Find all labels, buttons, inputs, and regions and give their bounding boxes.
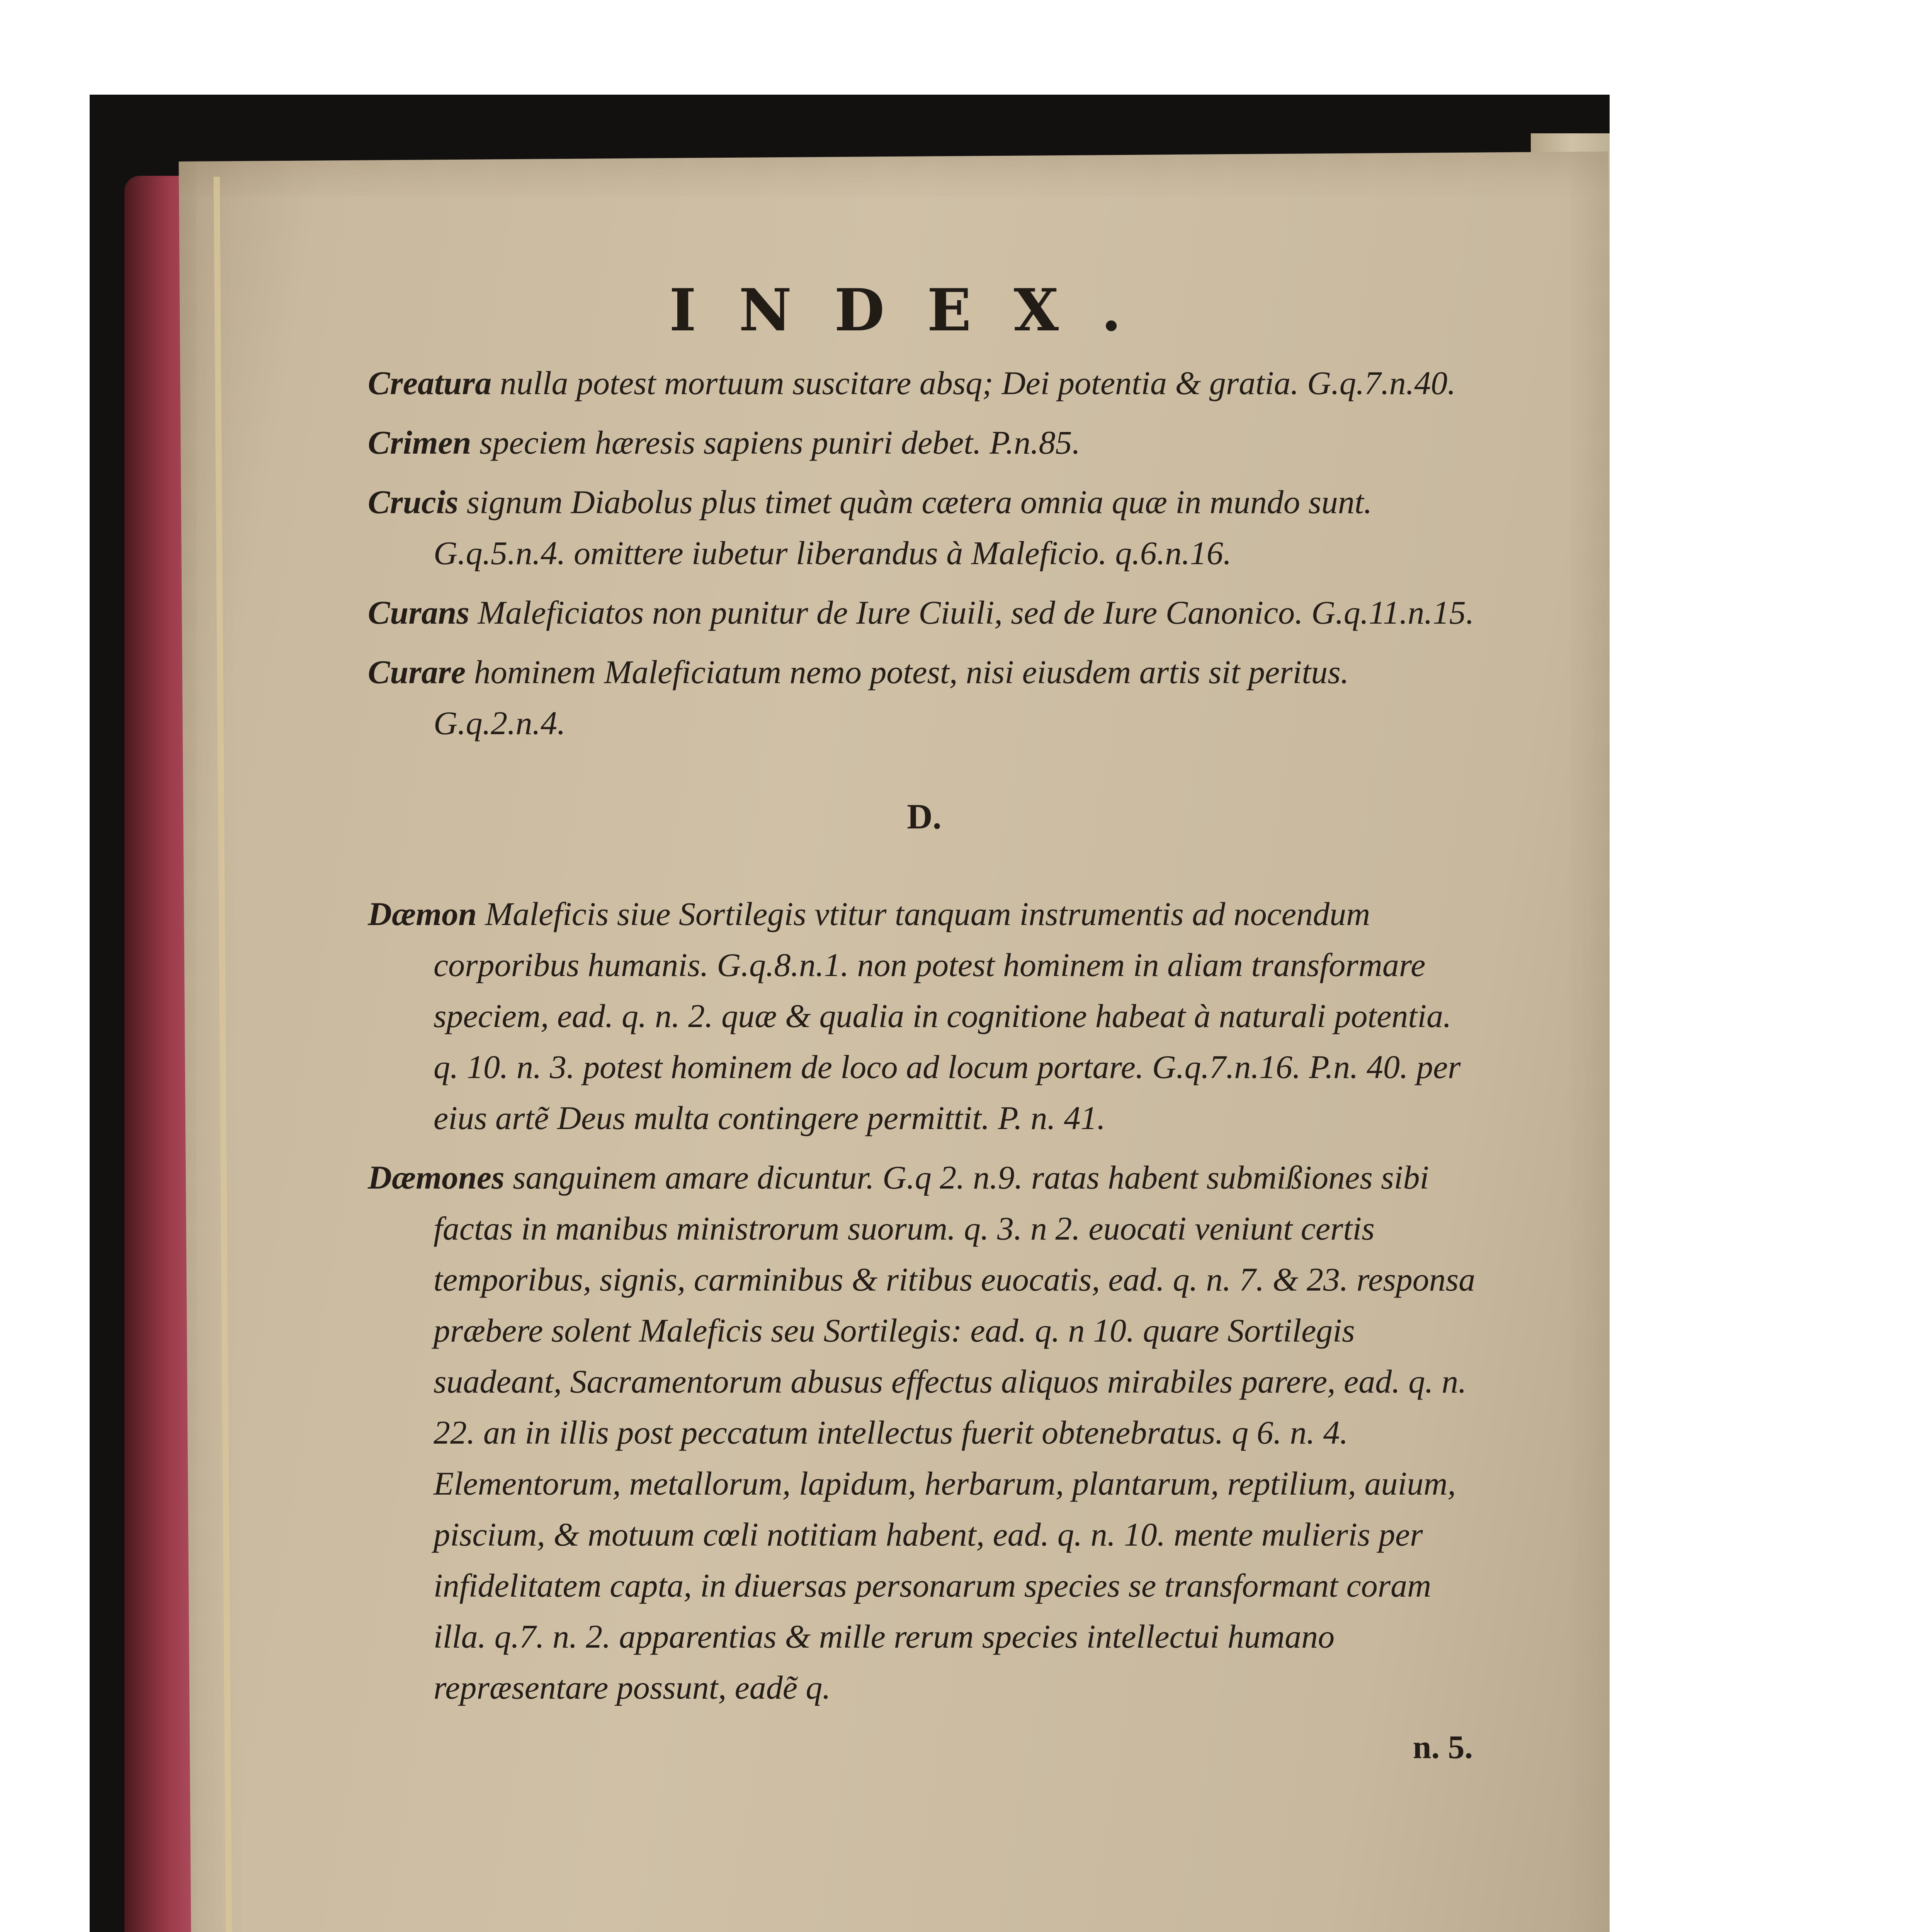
scan-photo <box>90 95 1610 1932</box>
entry-lemma: Curans <box>368 594 469 631</box>
index-text-block <box>368 357 1481 1772</box>
index-entry <box>368 357 1481 408</box>
entry-lemma: Crimen <box>368 424 471 461</box>
index-entry <box>368 476 1481 578</box>
entry-lemma: Crucis <box>368 483 459 520</box>
index-entry <box>368 888 1481 1143</box>
index-entry <box>368 587 1481 638</box>
page-gutter <box>214 177 235 1932</box>
entry-lemma: Dæmones <box>368 1159 505 1196</box>
index-entry <box>368 1152 1481 1713</box>
catchword: n. 5. <box>1413 1728 1473 1765</box>
entry-lemma: Dæmon <box>368 895 477 932</box>
entry-text: Maleficis siue Sortilegis vtitur tanquam instrumentis ad nocendum corporibus humanis. G.q.8.n.1. non potest hominem in aliam transformare speciem, ead. q. n. 2. quæ & qualia in cognitione habeat à naturali potentia. q. 10. n. 3. potest hominem de loco ad locum portare. G.q.7.n.16. P.n. 40. per eius artẽ Deus multa contingere permittit. P. n. 41. <box>434 895 1461 1136</box>
index-entry <box>368 646 1481 748</box>
entry-text: signum Diabolus plus timet quàm cætera omnia quæ in mundo sunt. G.q.5.n.4. omittere iubetur liberandus à Maleficio. q.6.n.16. <box>434 483 1372 571</box>
entry-lemma: Curare <box>368 653 466 690</box>
entry-text: sanguinem amare dicuntur. G.q 2. n.9. ratas habent submißiones sibi factas in manibus ministrorum suorum. q. 3. n 2. euocati veniunt certis temporibus, signis, carminibus & ritibus euocatis, ead. q. n. 7. & 23. responsa præbere solent Maleficis seu Sortilegis: ead. q. n 10. quare Sortilegis suadeant, Sacramentorum abusus effectus aliquos mirabiles parere, ead. q. n. 22. an in illis post peccatum intellectus fuerit obtenebratus. q 6. n. 4. Elementorum, metallorum, lapidum, herbarum, plantarum, reptilium, auium, piscium, & motuum cœli notitiam habent, ead. q. n. 10. mente mulieris per infidelitatem capta, in diuersas personarum species se transformant coram illa. q.7. n. 2. apparentias & mille rerum species intellectui humano repræsentare possunt, eadẽ q. <box>434 1159 1476 1706</box>
entry-text: hominem Maleficiatum nemo potest, nisi eiusdem artis sit peritus. G.q.2.n.4. <box>434 653 1349 742</box>
index-entry <box>368 417 1481 468</box>
entry-text: Maleficiatos non punitur de Iure Ciuili, sed de Iure Canonico. G.q.11.n.15. <box>469 594 1474 631</box>
entry-text: speciem hæresis sapiens puniri debet. P.n.85. <box>471 424 1081 461</box>
entry-text: nulla potest mortuum suscitare absq; Dei potentia & gratia. G.q.7.n.40. <box>491 364 1456 401</box>
section-heading: D. <box>907 797 942 836</box>
entry-lemma: Creatura <box>368 364 492 401</box>
page-title: INDEX. <box>669 276 1164 344</box>
